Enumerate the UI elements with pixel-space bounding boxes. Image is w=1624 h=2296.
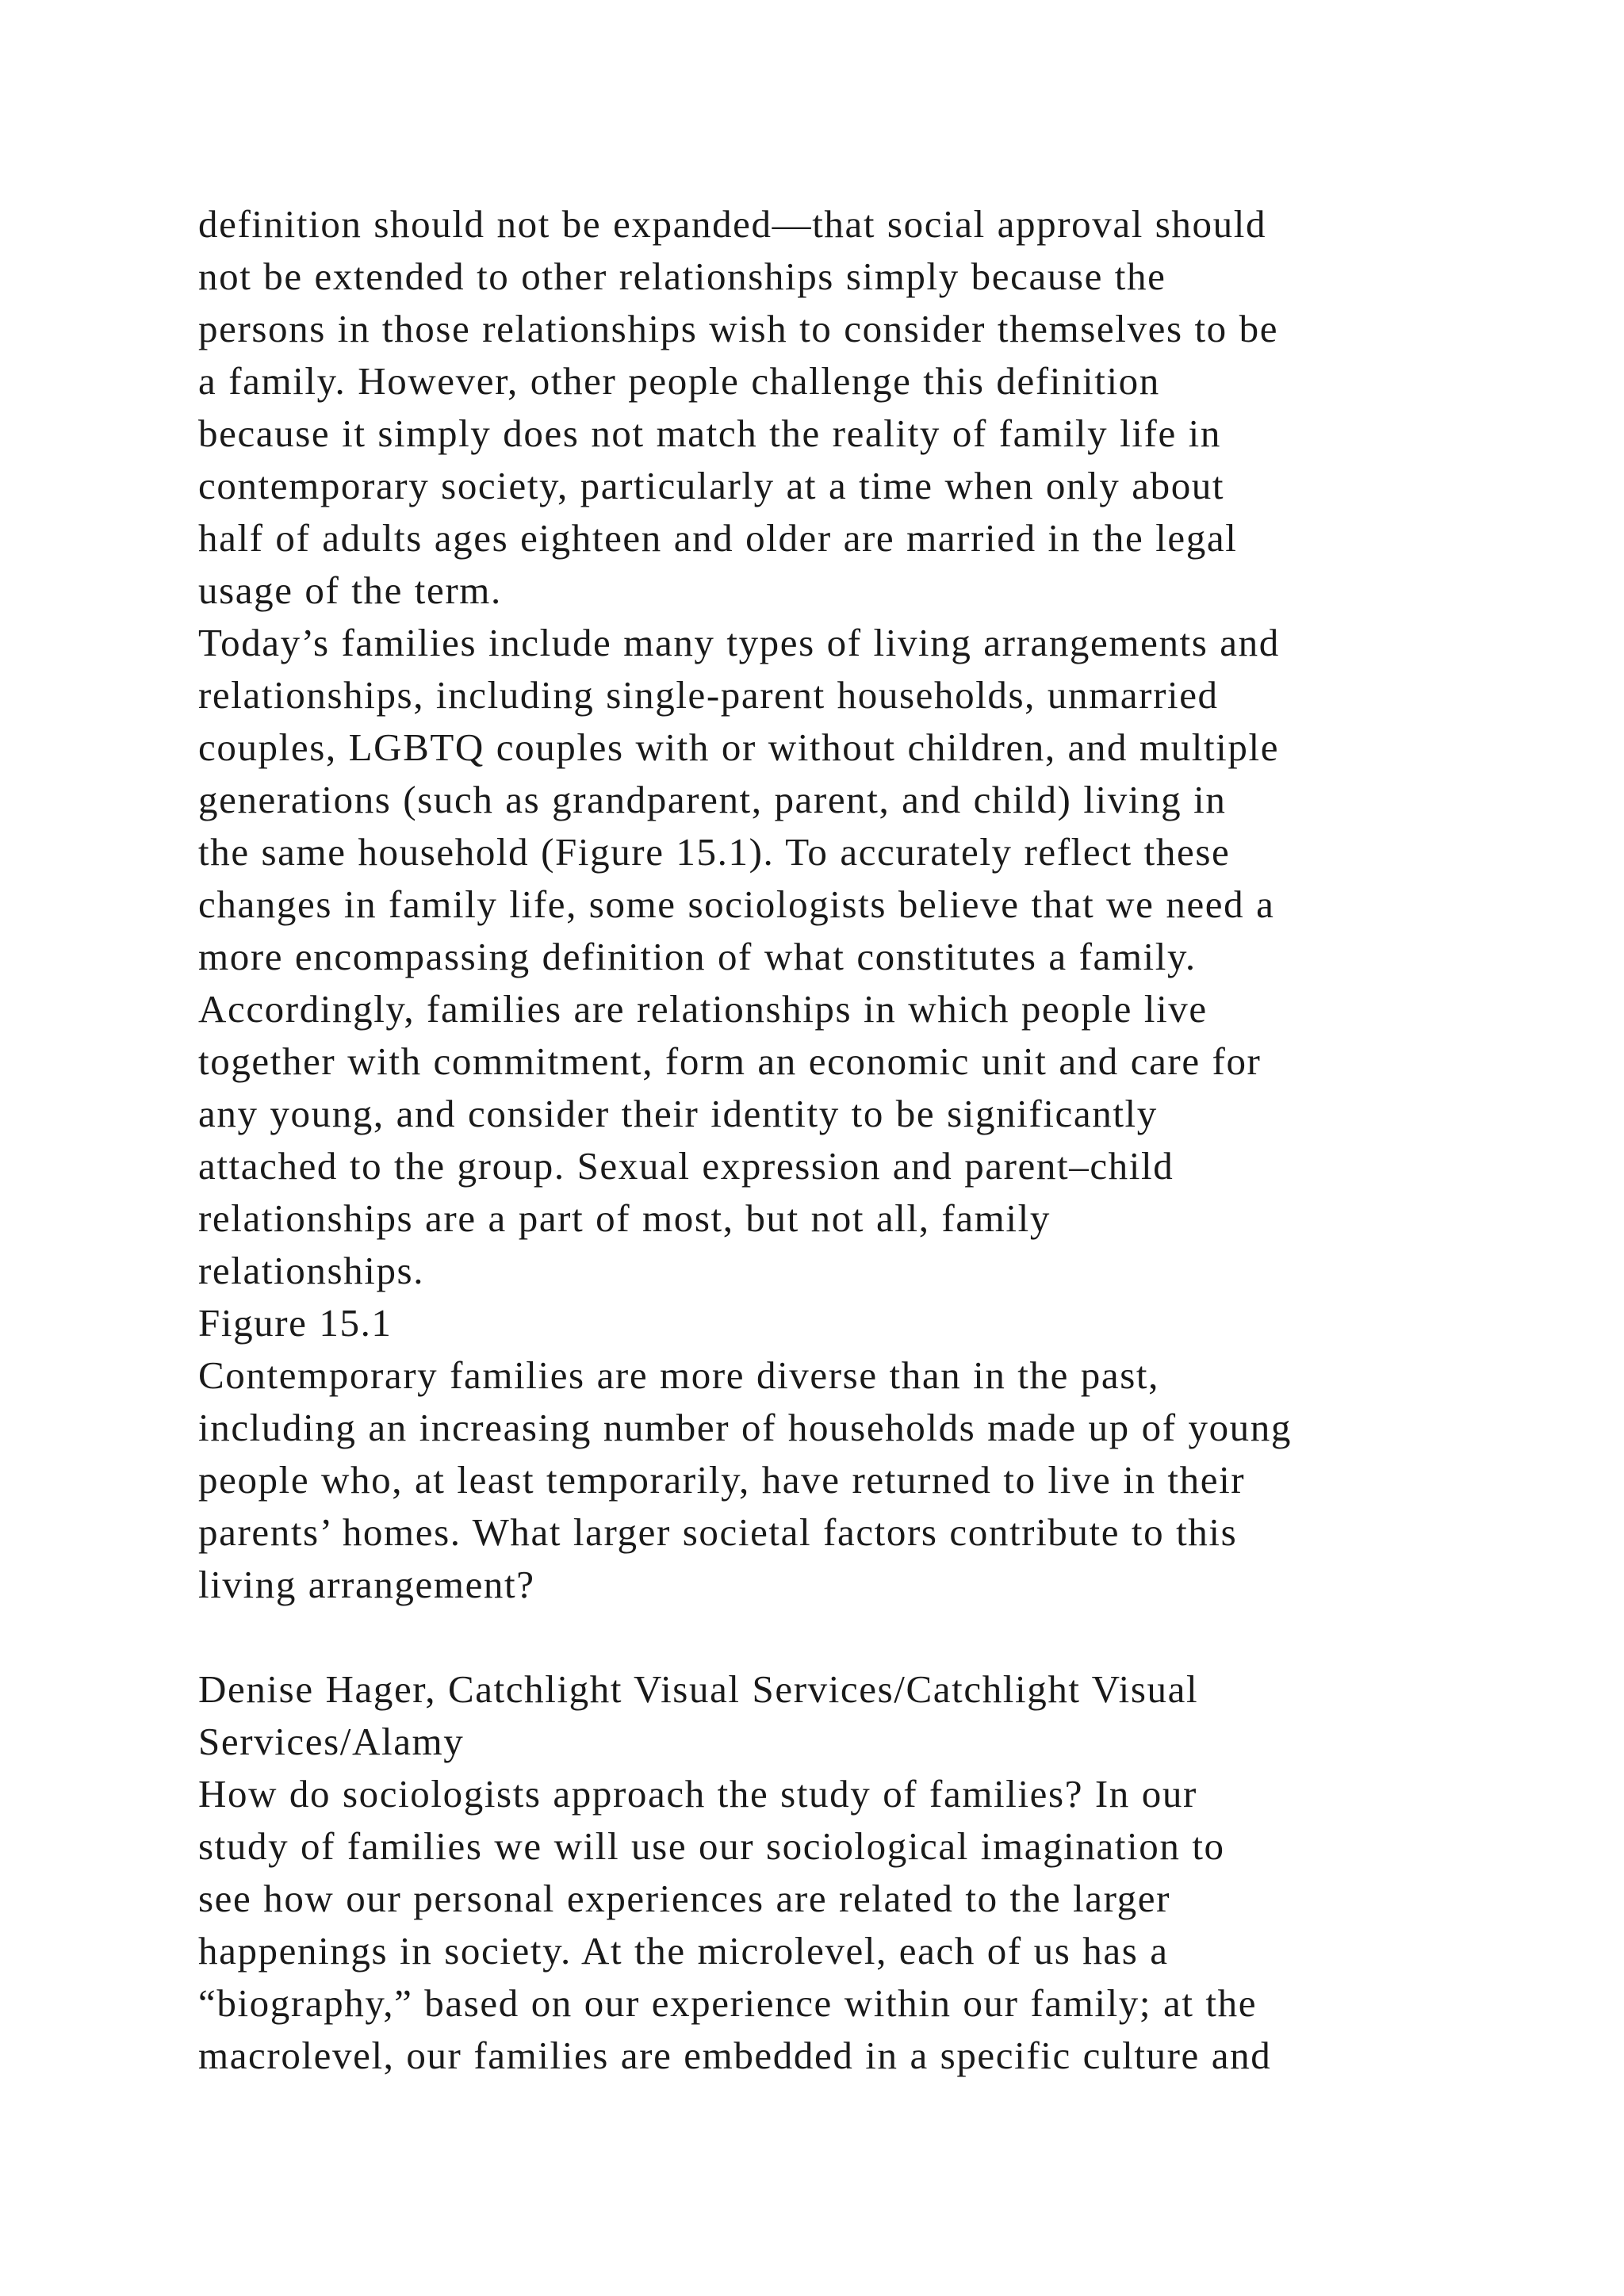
text-line: any young, and consider their identity to be significantly [198,1092,1158,1135]
text-line: persons in those relationships wish to consider themselves to be [198,307,1279,350]
text-line: parents’ homes. What larger societal factors contribute to this [198,1510,1238,1554]
text-line: changes in family life, some sociologists believe that we need a [198,882,1275,926]
text-line: relationships, including single-parent households, unmarried [198,673,1219,717]
text-line: contemporary society, particularly at a time when only about [198,464,1225,507]
text-line: usage of the term. [198,568,502,612]
text-line: half of adults ages eighteen and older are married in the legal [198,516,1238,560]
text-line: “biography,” based on our experience within our family; at the [198,1981,1258,2025]
paragraph-definition [198,198,1467,617]
text-line: relationships are a part of most, but not all, family [198,1196,1051,1240]
text-line: Denise Hager, Catchlight Visual Services/Catchlight Visual [198,1667,1199,1711]
text-line: a family. However, other people challenge this definition [198,359,1160,403]
text-line: because it simply does not match the reality of family life in [198,411,1221,455]
text-line: people who, at least temporarily, have returned to live in their [198,1458,1246,1502]
text-line: Contemporary families are more diverse than in the past, [198,1353,1159,1397]
text-line: couples, LGBTQ couples with or without children, and multiple [198,725,1280,769]
text-line: How do sociologists approach the study of families? In our [198,1772,1197,1816]
text-line: the same household (Figure 15.1). To accurately reflect these [198,830,1231,874]
paragraph-sociologists-approach [198,1768,1467,2082]
text-line: together with commitment, form an economic unit and care for [198,1039,1262,1083]
document-body [198,198,1467,2082]
text-line: more encompassing definition of what constitutes a family. [198,935,1197,978]
text-line: Services/Alamy [198,1720,465,1763]
text-line: relationships. [198,1249,425,1292]
text-line: generations (such as grandparent, parent, and child) living in [198,778,1227,821]
text-line: study of families we will use our sociological imagination to [198,1824,1225,1868]
figure-label: Figure 15.1 [198,1301,393,1345]
text-line: see how our personal experiences are related to the larger [198,1877,1171,1920]
text-line: Today’s families include many types of living arrangements and [198,621,1280,664]
text-line: attached to the group. Sexual expression and parent–child [198,1144,1174,1188]
text-line: including an increasing number of households made up of young [198,1406,1292,1449]
text-line: not be extended to other relationships simply because the [198,254,1166,298]
text-line: Accordingly, families are relationships in which people live [198,987,1208,1031]
paragraph-todays-families [198,617,1467,1297]
photo-credit [198,1663,1467,1768]
text-line: living arrangement? [198,1563,535,1606]
text-line: macrolevel, our families are embedded in a specific culture and [198,2034,1272,2077]
blank-line [198,1611,1467,1663]
text-line: definition should not be expanded—that social approval should [198,202,1267,246]
figure-caption [198,1349,1467,1611]
text-line: happenings in society. At the microlevel, each of us has a [198,1929,1169,1973]
